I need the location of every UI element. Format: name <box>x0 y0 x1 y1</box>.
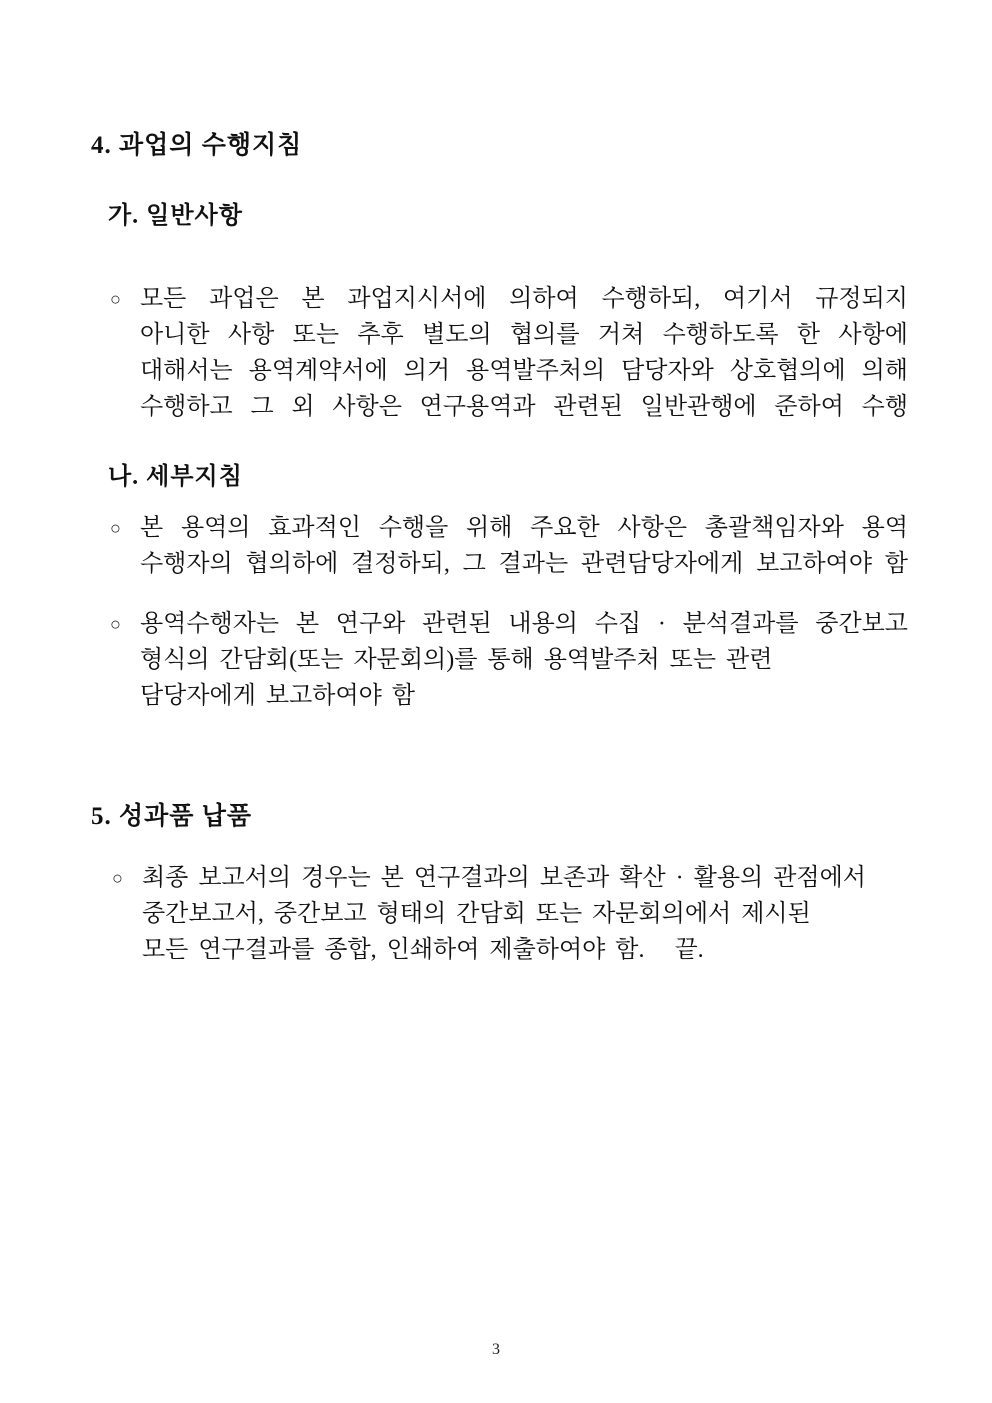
bullet-text <box>140 510 908 582</box>
section-5-heading: 5. 성과품 납품 <box>91 803 253 830</box>
subsection-ga-heading: 가. 일반사항 <box>108 203 243 229</box>
body-line: 형식의 간담회(또는 자문회의)를 통해 용역발주처 또는 관련 <box>140 647 773 673</box>
subsection-na-heading: 나. 세부지침 <box>108 464 243 490</box>
page-number: 3 <box>492 1341 500 1358</box>
body-line: 모든 연구결과를 종합, 인쇄하여 제출하여야 함. 끝. <box>142 937 704 963</box>
section-4-heading: 4. 과업의 수행지침 <box>91 132 303 159</box>
body-line: 아니한 사항 또는 추후 별도의 협의를 거쳐 수행하도록 한 사항에 <box>140 322 908 348</box>
bullet-text <box>140 606 908 714</box>
body-line: 중간보고서, 중간보고 형태의 간담회 또는 자문회의에서 제시된 <box>142 901 811 927</box>
bullet-text <box>140 281 908 425</box>
body-line: 담당자에게 보고하여야 함 <box>140 683 416 709</box>
bullet-detail-2 <box>110 606 908 714</box>
bullet-general-1 <box>110 281 908 425</box>
circle-bullet-icon: ○ <box>110 614 121 634</box>
body-line: 본 용역의 효과적인 수행을 위해 주요한 사항은 총괄책임자와 용역 <box>140 515 908 541</box>
circle-bullet-icon: ○ <box>110 289 121 309</box>
bullet-detail-1 <box>110 510 908 582</box>
body-line: 최종 보고서의 경우는 본 연구결과의 보존과 확산 · 활용의 관점에서 <box>142 865 866 891</box>
body-line: 모든 과업은 본 과업지시서에 의하여 수행하되, 여기서 규정되지 <box>140 286 908 312</box>
circle-bullet-icon: ○ <box>110 518 121 538</box>
bullet-deliverable-1 <box>112 860 910 968</box>
body-line: 용역수행자는 본 연구와 관련된 내용의 수집 · 분석결과를 중간보고 <box>140 611 908 637</box>
bullet-text <box>142 860 910 968</box>
body-line: 수행자의 협의하에 결정하되, 그 결과는 관련담당자에게 보고하여야 함 <box>140 551 908 577</box>
body-line: 대해서는 용역계약서에 의거 용역발주처의 담당자와 상호협의에 의해 <box>140 358 908 384</box>
circle-bullet-icon: ○ <box>112 868 123 888</box>
body-line: 수행하고 그 외 사항은 연구용역과 관련된 일반관행에 준하여 수행 <box>140 394 908 420</box>
